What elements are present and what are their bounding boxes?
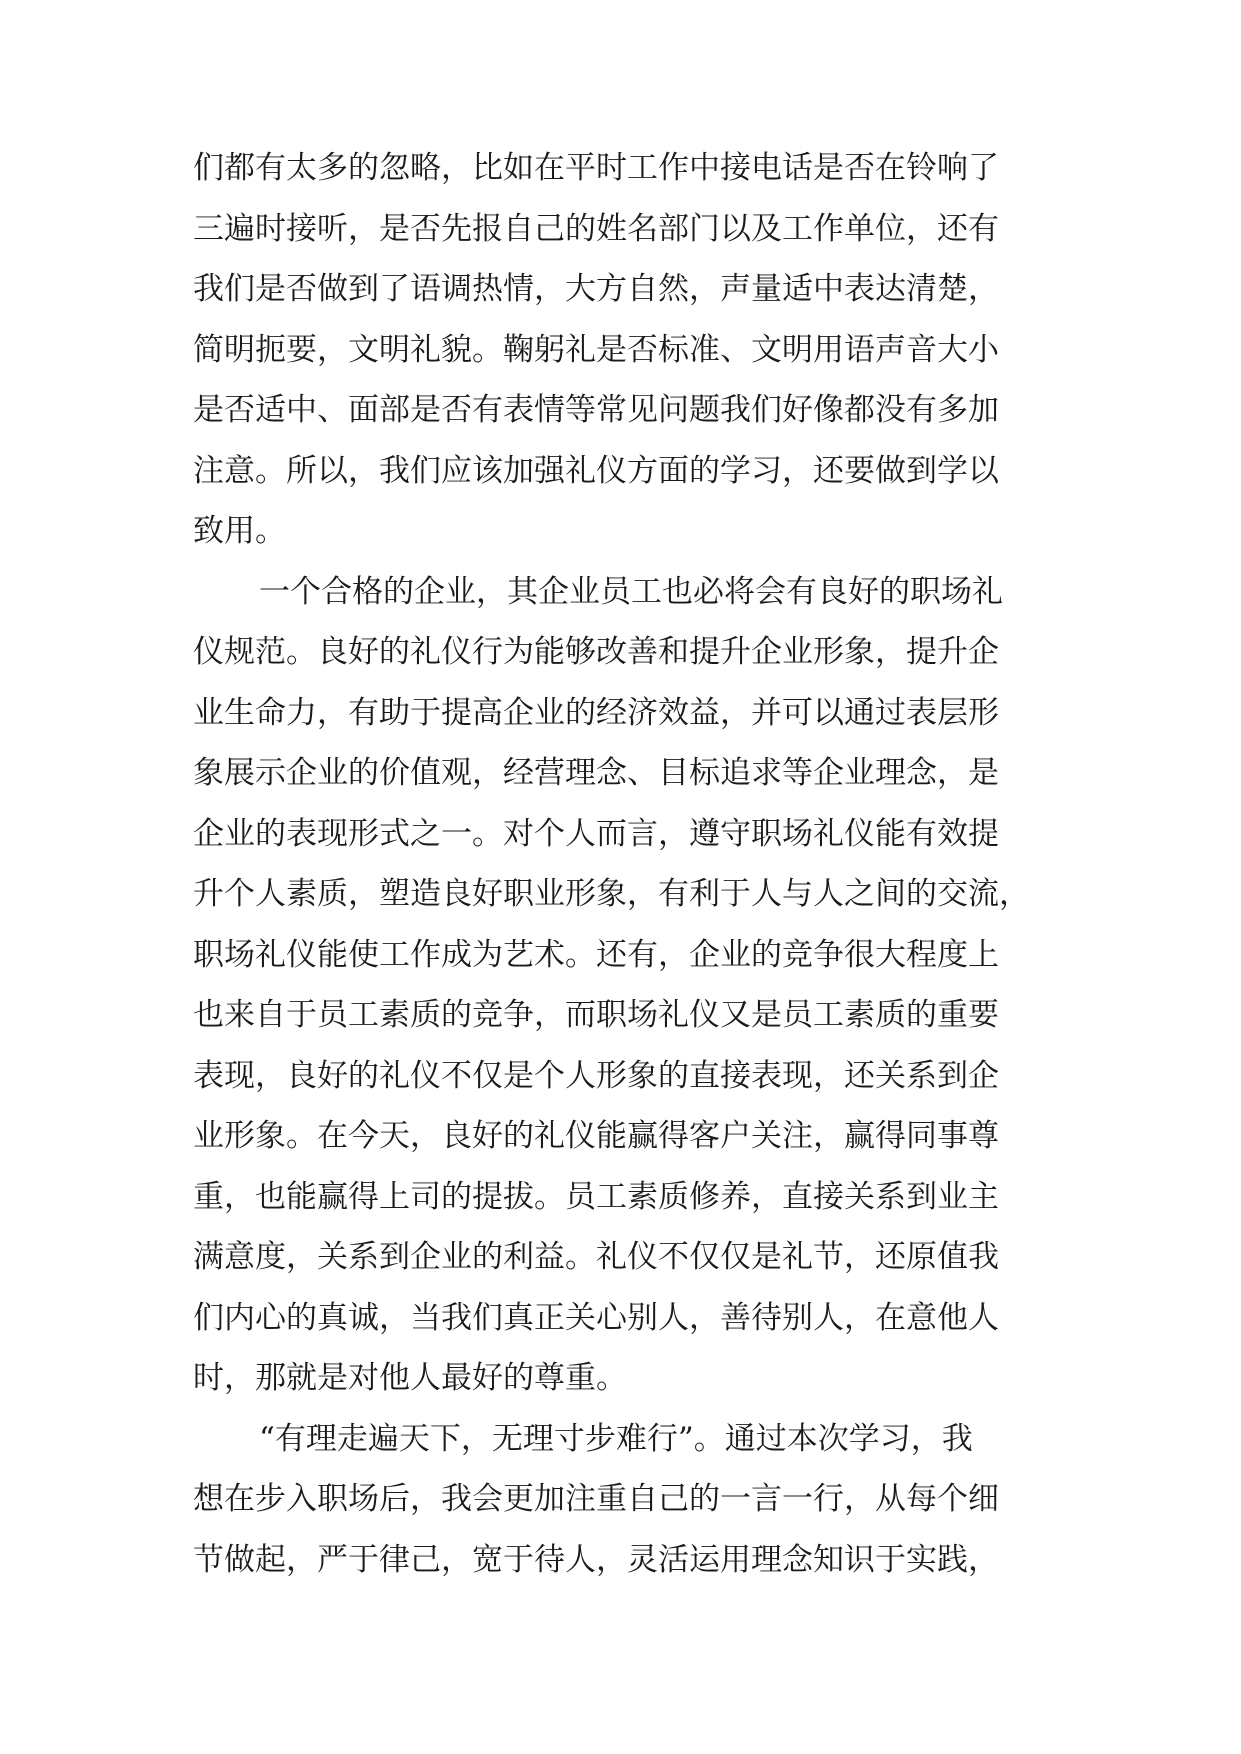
- text-line: 表现，良好的礼仪不仅是个人形象的直接表现，还关系到企: [193, 1057, 999, 1094]
- text-line: 们都有太多的忽略，比如在平时工作中接电话是否在铃响了: [193, 150, 999, 186]
- text-line: 们内心的真诚，当我们真正关心别人，善待别人，在意他人: [193, 1299, 999, 1336]
- text-line: 节做起，严于律己，宽于待人，灵活运用理念知识于实践，: [193, 1541, 999, 1578]
- text-line: 业生命力，有助于提高企业的经济效益，并可以通过表层形: [193, 694, 999, 731]
- text-line: 简明扼要，文明礼貌。鞠躬礼是否标准、文明用语声音大小: [193, 331, 999, 368]
- text-line: 也来自于员工素质的竞争，而职场礼仪又是员工素质的重要: [193, 997, 999, 1033]
- text-line: 重，也能赢得上司的提拔。员工素质修养，直接关系到业主: [193, 1178, 999, 1215]
- body-text: [193, 138, 1063, 1590]
- text-line: 满意度，关系到企业的利益。礼仪不仅仅是礼节，还原值我: [193, 1239, 999, 1275]
- text-line: 企业的表现形式之一。对个人而言，遵守职场礼仪能有效提: [193, 815, 999, 852]
- text-line: 三遍时接听，是否先报自己的姓名部门以及工作单位，还有: [193, 210, 999, 247]
- text-line: 时，那就是对他人最好的尊重。: [193, 1360, 627, 1396]
- paragraph-start-line: “有理走遍天下，无理寸步难行”。通过本次学习，我: [259, 1420, 973, 1457]
- text-line: 升个人素质，塑造良好职业形象，有利于人与人之间的交流，: [193, 876, 1030, 912]
- text-line: 职场礼仪能使工作成为艺术。还有，企业的竞争很大程度上: [193, 936, 999, 973]
- text-line: 我们是否做到了语调热情，大方自然，声量适中表达清楚，: [193, 271, 999, 307]
- text-line: 是否适中、面部是否有表情等常见问题我们好像都没有多加: [193, 392, 999, 428]
- text-line: 注意。所以，我们应该加强礼仪方面的学习，还要做到学以: [193, 452, 999, 489]
- text-line: 象展示企业的价值观，经营理念、目标追求等企业理念，是: [193, 755, 999, 791]
- text-line: 仪规范。良好的礼仪行为能够改善和提升企业形象，提升企: [193, 634, 999, 670]
- paragraph-start-line: 一个合格的企业，其企业员工也必将会有良好的职场礼: [259, 573, 1003, 610]
- text-line: 业形象。在今天，良好的礼仪能赢得客户关注，赢得同事尊: [193, 1118, 999, 1154]
- text-line: 致用。: [193, 513, 286, 549]
- text-line: 想在步入职场后，我会更加注重自己的一言一行，从每个细: [193, 1481, 999, 1517]
